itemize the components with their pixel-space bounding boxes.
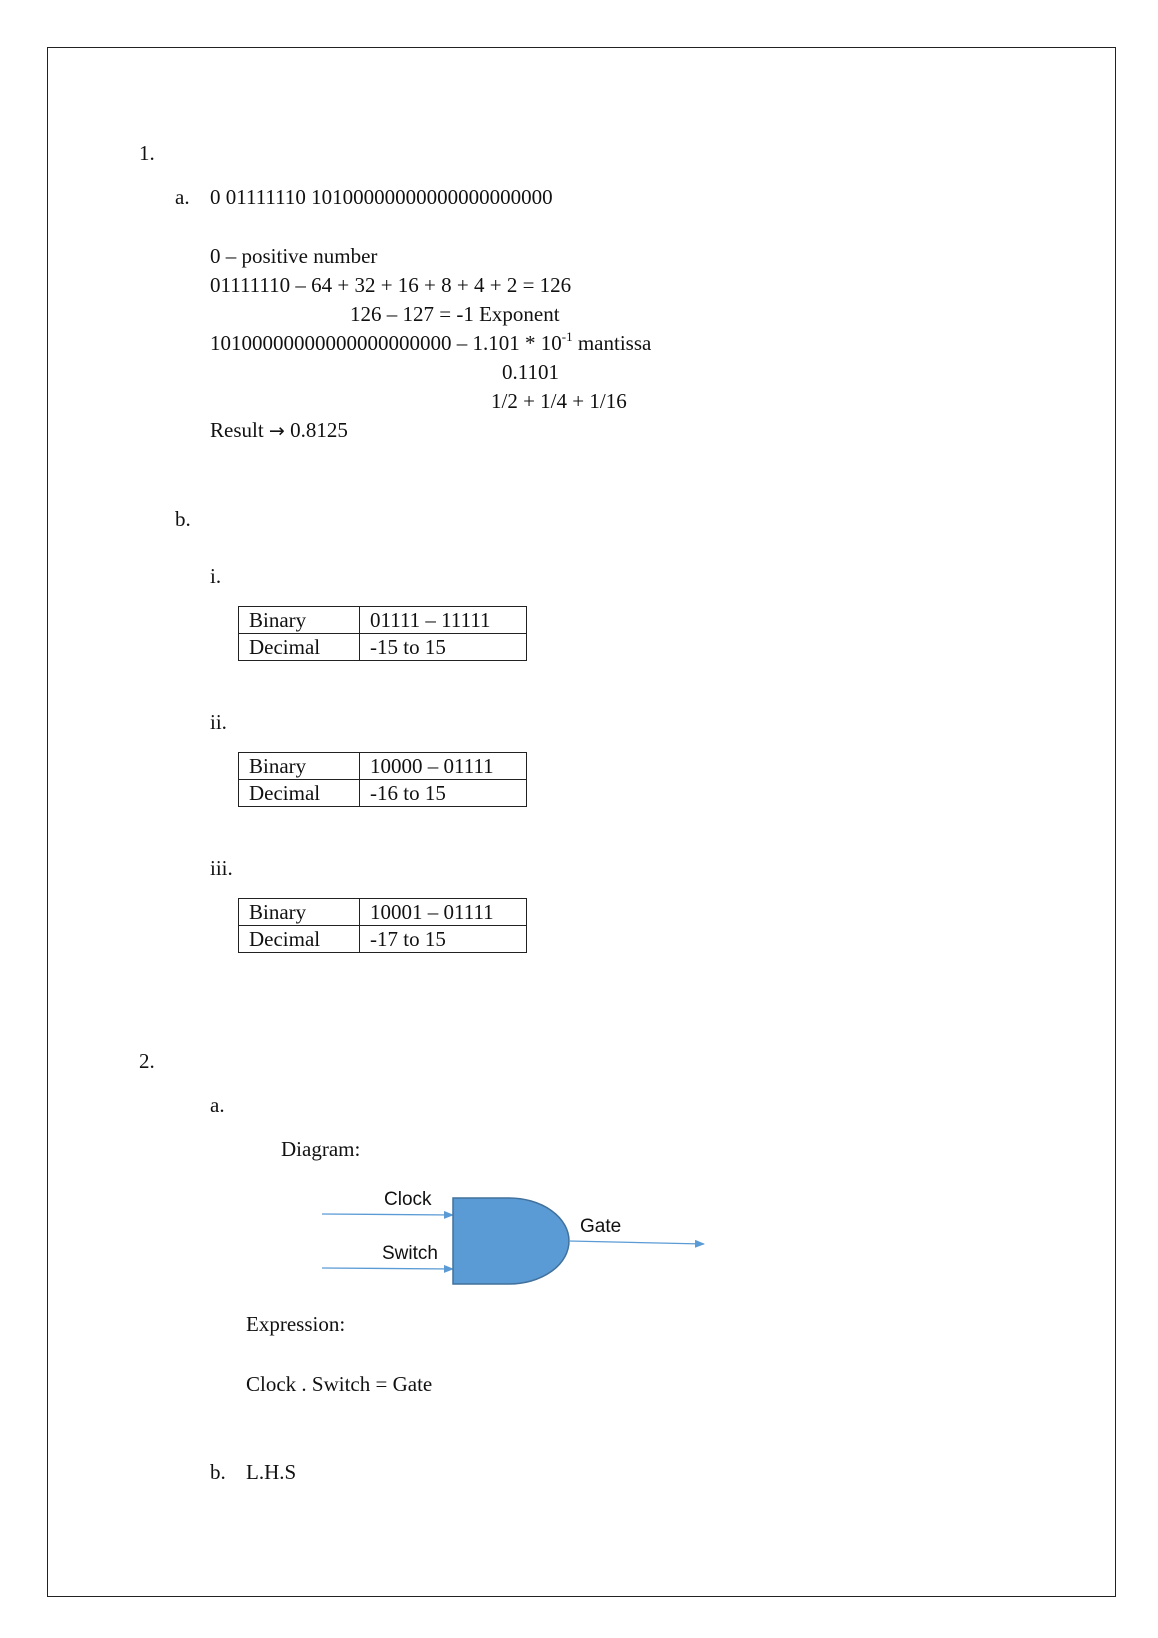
q1a-bits: 0 01111110 10100000000000000000000 xyxy=(210,185,553,209)
switch-label: Switch xyxy=(382,1243,438,1264)
table-row xyxy=(239,780,527,807)
table-cell-value: -15 to 15 xyxy=(360,634,527,661)
q1a-mantissa-line xyxy=(210,330,651,356)
q1b-part-iii-marker: iii. xyxy=(210,856,233,880)
gate-output-line xyxy=(569,1241,704,1244)
q1a-exponent-line: 01111110 – 64 + 32 + 16 + 8 + 4 + 2 = 126 xyxy=(210,273,572,297)
table-cell-value: 10000 – 01111 xyxy=(360,753,527,780)
result-value: 0.8125 xyxy=(290,418,348,442)
range-table-i xyxy=(238,606,527,661)
table-row xyxy=(239,634,527,661)
mantissa-exponent: -1 xyxy=(561,329,573,344)
diagram-label: Diagram: xyxy=(281,1137,361,1161)
q1a-mantissa-value: 0.1101 xyxy=(502,360,559,384)
table-row xyxy=(239,926,527,953)
q2-number: 2. xyxy=(139,1049,155,1073)
right-arrow-icon: → xyxy=(268,420,285,442)
table-cell-label: Binary xyxy=(239,753,360,780)
q1a-sign-line: 0 – positive number xyxy=(210,244,378,268)
expression-label: Expression: xyxy=(246,1312,346,1336)
table-cell-label: Decimal xyxy=(239,634,360,661)
table-cell-label: Binary xyxy=(239,899,360,926)
switch-input-line xyxy=(322,1268,453,1269)
gate-label: Gate xyxy=(580,1216,622,1237)
q1-number: 1. xyxy=(139,141,155,165)
q1b-part-ii-marker: ii. xyxy=(210,710,227,734)
q1a-marker: a. xyxy=(175,185,190,209)
page-border xyxy=(47,47,1116,1597)
q1b-part-i-marker: i. xyxy=(210,564,222,588)
q1a-mantissa-sum: 1/2 + 1/4 + 1/16 xyxy=(491,389,627,413)
result-label: Result xyxy=(210,418,264,442)
q2b-marker: b. xyxy=(210,1460,226,1484)
clock-input-line xyxy=(322,1214,453,1215)
table-cell-label: Binary xyxy=(239,607,360,634)
q2b-text: L.H.S xyxy=(246,1460,297,1484)
q1a-exponent-calc: 126 – 127 = -1 Exponent xyxy=(350,302,560,326)
range-table-ii xyxy=(238,752,527,807)
table-row xyxy=(239,753,527,780)
q1a-result xyxy=(210,417,348,444)
table-row xyxy=(239,899,527,926)
mantissa-suffix: mantissa xyxy=(572,331,652,355)
q1b-marker: b. xyxy=(175,507,191,531)
table-cell-value: -16 to 15 xyxy=(360,780,527,807)
table-cell-label: Decimal xyxy=(239,926,360,953)
q2a-marker: a. xyxy=(210,1093,225,1117)
and-gate-diagram xyxy=(300,1180,720,1300)
table-row xyxy=(239,607,527,634)
table-cell-value: -17 to 15 xyxy=(360,926,527,953)
table-cell-value: 10001 – 01111 xyxy=(360,899,527,926)
mantissa-text: 10100000000000000000000 – 1.101 * 10 xyxy=(210,331,562,355)
table-cell-label: Decimal xyxy=(239,780,360,807)
expression: Clock . Switch = Gate xyxy=(246,1372,433,1396)
range-table-iii xyxy=(238,898,527,953)
table-cell-value: 01111 – 11111 xyxy=(360,607,527,634)
clock-label: Clock xyxy=(384,1189,432,1210)
